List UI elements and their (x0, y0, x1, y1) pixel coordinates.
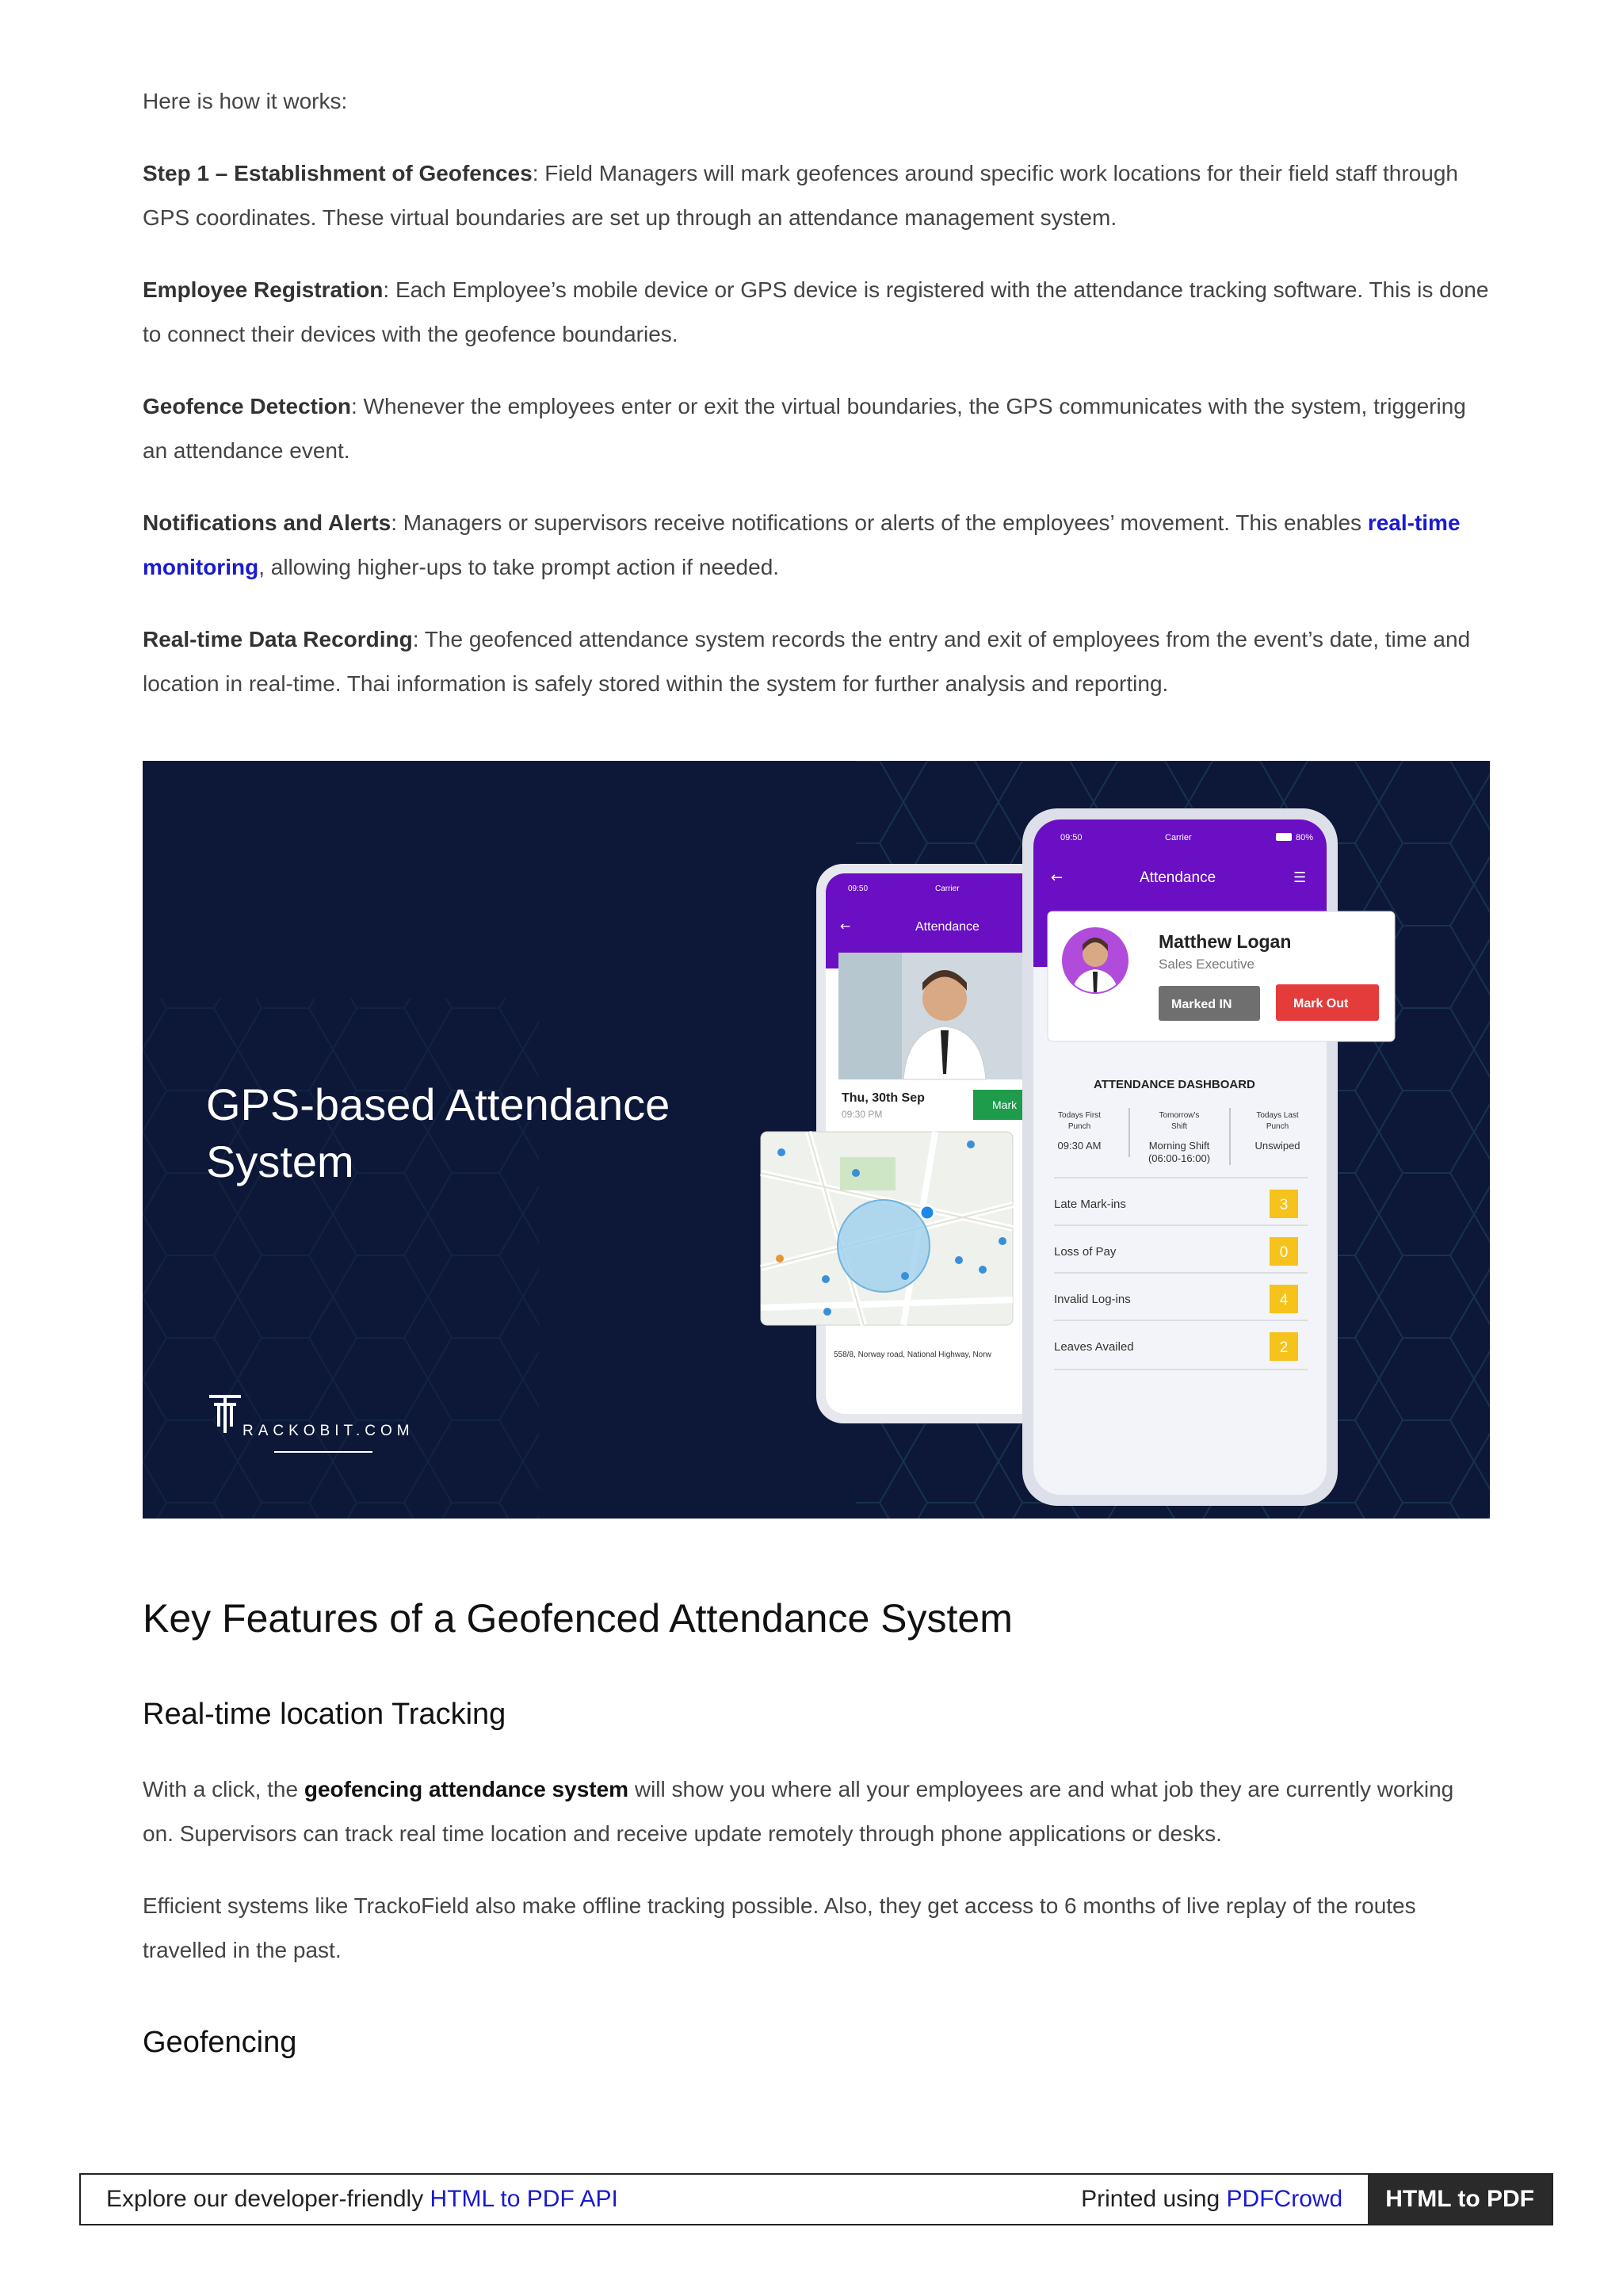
footer-left: Explore our developer-friendly HTML to PDF API (106, 2186, 618, 2212)
real-time-monitoring-link[interactable]: real-time monitoring (143, 510, 1461, 579)
geofence-circle (838, 1200, 930, 1292)
svg-text:09:30 AM: 09:30 AM (1057, 1140, 1102, 1152)
step-text: : Managers or supervisors receive notifications or alerts of the employees’ movement. This enables (391, 510, 1368, 535)
steps-section (143, 79, 1490, 734)
app-title: Attendance (915, 920, 980, 934)
banner-headline-1: GPS-based Attendance (206, 1079, 670, 1129)
step-5 (143, 617, 1490, 706)
step-title: Notifications and Alerts (143, 510, 391, 535)
realtime-section (143, 1767, 1490, 2000)
back-arrow-icon[interactable]: ← (1051, 869, 1064, 886)
status-carrier: Carrier (935, 884, 960, 893)
step-text: : Each Employee’s mobile device or GPS device is registered with the attendance tracking software. This is done to connect their devices with the geofence boundaries. (143, 277, 1489, 346)
employee-role: Sales Executive (1159, 957, 1254, 972)
employee-name: Matthew Logan (1159, 931, 1292, 952)
svg-text:Morning Shift: Morning Shift (1148, 1140, 1210, 1152)
svg-text:Todays First: Todays First (1058, 1111, 1101, 1120)
location-dot-icon (920, 1205, 934, 1220)
step-text: : Field Managers will mark geofences around specific work locations for their field staff through GPS coordinates. These virtual boundaries are set up through an attendance management system. (143, 161, 1458, 230)
intro-text: Here is how it works: (143, 89, 348, 113)
step-text: : The geofenced attendance system records the entry and exit of employees from the event’s date, time and location in real-time. Thai information is safely stored within the system for further analysis and reporting. (143, 627, 1471, 696)
status-time: 09:50 (1060, 833, 1083, 842)
mark-button-label: Mark (992, 1098, 1018, 1111)
svg-text:3: 3 (1279, 1197, 1289, 1213)
app-title: Attendance (1140, 869, 1216, 886)
banner-graphic (143, 761, 1490, 1519)
status-time: 09:50 (848, 884, 869, 893)
attendance-date: Thu, 30th Sep (842, 1091, 925, 1105)
svg-text:Tomorrow's: Tomorrow's (1159, 1111, 1200, 1120)
svg-text:Unswiped: Unswiped (1254, 1140, 1300, 1152)
html-to-pdf-button[interactable]: HTML to PDF (1368, 2175, 1552, 2224)
svg-text:Shift: Shift (1170, 1122, 1188, 1131)
step-title: Employee Registration (143, 277, 384, 302)
pdfcrowd-footer (79, 2173, 1553, 2225)
svg-text:Loss of Pay: Loss of Pay (1054, 1245, 1117, 1259)
mark-out-label: Mark Out (1293, 997, 1349, 1010)
step-title: Step 1 – Establishment of Geofences (143, 161, 533, 185)
geofencing-attendance-system-bold: geofencing attendance system (304, 1777, 629, 1801)
realtime-paragraph-2: Efficient systems like TrackoField also make offline tracking possible. Also, they get access to 6 months of live replay of the routes travelled in the past. (143, 1893, 1416, 1962)
banner-headline-2: System (206, 1137, 354, 1186)
dashboard-title: ATTENDANCE DASHBOARD (1094, 1078, 1255, 1091)
svg-text:4: 4 (1279, 1292, 1289, 1308)
menu-icon[interactable]: ☰ (1293, 869, 1307, 886)
heading-key-features: Key Features of a Geofenced Attendance System (143, 1596, 1013, 1641)
park-area (840, 1157, 896, 1190)
status-carrier: Carrier (1165, 833, 1192, 842)
heading-geofencing: Geofencing (143, 2026, 297, 2059)
realtime-paragraph-1: With a click, the geofencing attendance system will show you where all your employees are and what job they are currently working on. Supervisors can track real time location and receive update remotely through phone applications or desks. (143, 1777, 1454, 1846)
step-title: Geofence Detection (143, 394, 351, 418)
back-arrow-icon: ← (840, 919, 851, 934)
step-text: : Whenever the employees enter or exit the virtual boundaries, the GPS communicates with the system, triggering an attendance event. (143, 394, 1466, 463)
gps-attendance-banner (143, 761, 1490, 1519)
step-2 (143, 268, 1490, 357)
step-3 (143, 384, 1490, 473)
svg-text:Todays Last: Todays Last (1256, 1111, 1299, 1120)
address-text: 558/8, Norway road, National Highway, Norw (834, 1350, 991, 1359)
step-1 (143, 151, 1490, 240)
svg-text:Punch: Punch (1067, 1122, 1091, 1131)
employee-photo (838, 953, 1040, 1079)
hex-pattern-left (143, 999, 539, 1519)
svg-text:Leaves Availed: Leaves Availed (1054, 1340, 1134, 1354)
marked-in-label: Marked IN (1171, 998, 1232, 1011)
battery-icon (1276, 833, 1292, 841)
svg-text:2: 2 (1279, 1339, 1289, 1356)
svg-text:(06:00-16:00): (06:00-16:00) (1148, 1152, 1211, 1164)
pdfcrowd-link[interactable]: PDFCrowd (1226, 2186, 1343, 2212)
step-text-2: , allowing higher-ups to take prompt action if needed. (258, 555, 780, 579)
html-to-pdf-api-link[interactable]: HTML to PDF API (430, 2186, 618, 2212)
footer-middle: Printed using PDFCrowd (1081, 2186, 1343, 2212)
heading-realtime-tracking: Real-time location Tracking (143, 1698, 506, 1731)
svg-text:Late Mark-ins: Late Mark-ins (1054, 1198, 1126, 1211)
svg-text:0: 0 (1279, 1244, 1289, 1261)
step-title: Real-time Data Recording (143, 627, 413, 651)
step-4 (143, 501, 1490, 590)
svg-text:Invalid Log-ins: Invalid Log-ins (1054, 1293, 1131, 1306)
svg-text:Punch: Punch (1266, 1122, 1289, 1131)
brand-text: RACKOBIT.COM (242, 1423, 414, 1439)
attendance-clock: 09:30 PM (842, 1109, 883, 1120)
map-pin-orange-icon (776, 1255, 784, 1263)
status-battery: 80% (1296, 833, 1314, 842)
map-card (761, 1132, 1013, 1325)
